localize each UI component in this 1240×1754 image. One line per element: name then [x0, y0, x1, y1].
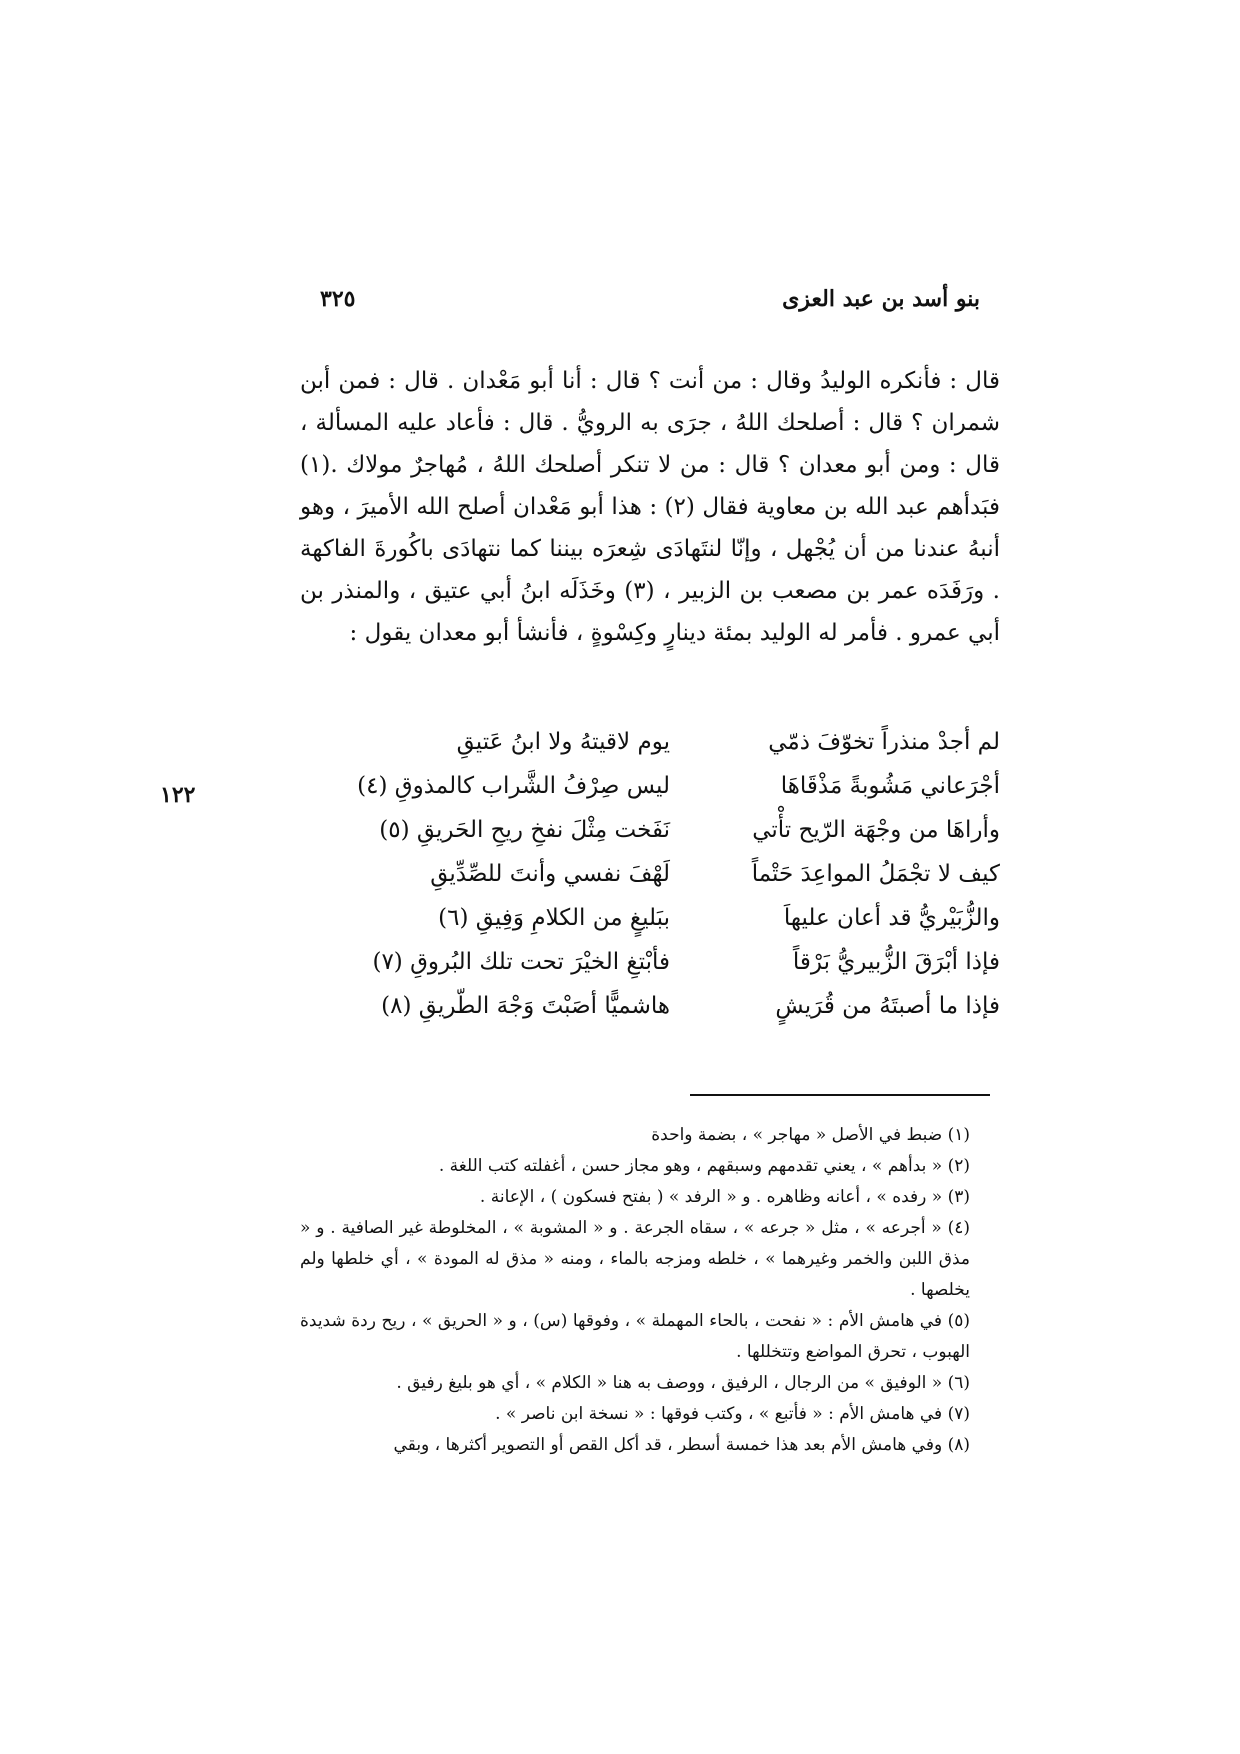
verse-line	[300, 940, 1000, 984]
body-text	[300, 360, 1000, 654]
footnote: (١) ضبط في الأصل « مهاجر » ، بضمة واحدة	[651, 1125, 970, 1145]
running-title: بنو أسد بن عبد العزى	[782, 286, 980, 312]
page-number: ٣٢٥	[320, 286, 356, 312]
verse-first-hemistich: وأراهَا من وجْهَة الرّيح تأْتي	[752, 817, 1000, 843]
verse-first-hemistich: لم أجدْ منذراً تخوّفَ ذمّي	[768, 729, 1000, 755]
verse-line	[300, 896, 1000, 940]
page-header	[320, 286, 980, 326]
verse-first-hemistich: أجْرَعاني مَشُوبةً مَذْقَاهَا	[780, 773, 1000, 799]
verse-second-hemistich: لَهْفَ نفسي وأنتَ للصِّدِّيقِ	[430, 861, 670, 887]
verse-first-hemistich: فإذا أبْرَقَ الزُّبيريُّ بَرْقاً	[792, 949, 1000, 975]
verse-second-hemistich: نَفَخت مِثْلَ نفخِ ريحِ الحَريقِ (٥)	[379, 817, 670, 843]
verse-second-hemistich: ليس صِرْفُ الشَّراب كالمذوقِ (٤)	[357, 773, 670, 799]
footnote: (٧) في هامش الأم : « فأتبع » ، وكتب فوقها : « نسخة ابن ناصر » .	[495, 1404, 970, 1424]
verse-line	[300, 764, 1000, 808]
verse-first-hemistich: فإذا ما أصبتَهُ من قُرَيشٍ	[775, 993, 1000, 1019]
verse-second-hemistich: يوم لاقيتهُ ولا ابنُ عَتيقِ	[456, 729, 670, 755]
verse-line	[300, 852, 1000, 896]
footnote-divider	[690, 1094, 990, 1096]
verse-line	[300, 720, 1000, 764]
footnote: (٤) « أجرعه » ، مثل « جرعه » ، سقاه الجرعة . و « المشوبة » ، المخلوطة غير الصافية . و « مذق اللبن والخمر وغيرهما » ، خلطه ومزجه بالماء ، ومنه « مذق له المودة » ، أي خلطها ولم يخلصها .	[300, 1218, 970, 1300]
body-paragraph: قال : فأنكره الوليدُ وقال : من أنت ؟ قال : أنا أبو مَعْدان . قال : فمن أبن شمران ؟ قال : أصلحك اللهُ ، جرَى به الرويُّ . قال : فأعاد عليه المسألة ، قال : ومن أبو معدان ؟ قال : من لا تنكر أصلحك اللهُ ، مُهاجرٌ مولاك .(١) فبَدأهم عبد الله بن معاوية فقال (٢) : هذا أبو مَعْدان أصلح الله الأميرَ ، وهو أنبهُ عندنا من أن يُجْهل ، وإنّا لنتَهادَى شِعرَه بيننا كما نتهادَى باكُورةَ الفاكهة . ورَفَدَه عمر بن مصعب بن الزبير ، (٣) وخَذَلَه ابنُ أبي عتيق ، والمنذر بن أبي عمرو . فأمر له الوليد بمئة دينارٍ وكِسْوةٍ ، فأنشأ أبو معدان يقول :	[300, 368, 1000, 646]
verse-first-hemistich: والزُّبَيْريُّ قد أعان عليهاَ	[783, 905, 1000, 931]
footnote: (٣) « رفده » ، أعانه وظاهره . و « الرفد » ( بفتح فسكون ) ، الإعانة .	[479, 1187, 970, 1207]
verse-line	[300, 808, 1000, 852]
verse-second-hemistich: هاشميًّا أصَبْتَ وَجْهَ الطّريقِ (٨)	[381, 993, 670, 1019]
margin-number: ١٢٢	[160, 782, 196, 808]
verse-first-hemistich: كيف لا تجْمَلُ المواعِدَ حَتْماً	[751, 861, 1000, 887]
footnote: (٢) « بدأهم » ، يعني تقدمهم وسبقهم ، وهو مجاز حسن ، أغفلته كتب اللغة .	[438, 1156, 970, 1176]
footnote: (٥) في هامش الأم : « نفحت ، بالحاء المهملة » ، وفوقها (س) ، و « الحريق » ، ريح ردة شديدة الهبوب ، تحرق المواضع وتتخللها .	[300, 1311, 970, 1362]
footnotes	[300, 1120, 1000, 1461]
verse-second-hemistich: ببَليغٍ من الكلامِ وَفِيقِ (٦)	[438, 905, 670, 931]
footnote: (٦) « الوفيق » من الرجال ، الرفيق ، ووصف به هنا « الكلام » ، أي هو بليغ رفيق .	[396, 1373, 970, 1393]
poem	[300, 720, 1000, 1028]
verse-second-hemistich: فأبْتغِ الخيْرَ تحت تلك البُروقِ (٧)	[372, 949, 670, 975]
footnote: (٨) وفي هامش الأم بعد هذا خمسة أسطر ، قد أكل القص أو التصوير أكثرها ، وبقي	[393, 1435, 970, 1455]
verse-line	[300, 984, 1000, 1028]
